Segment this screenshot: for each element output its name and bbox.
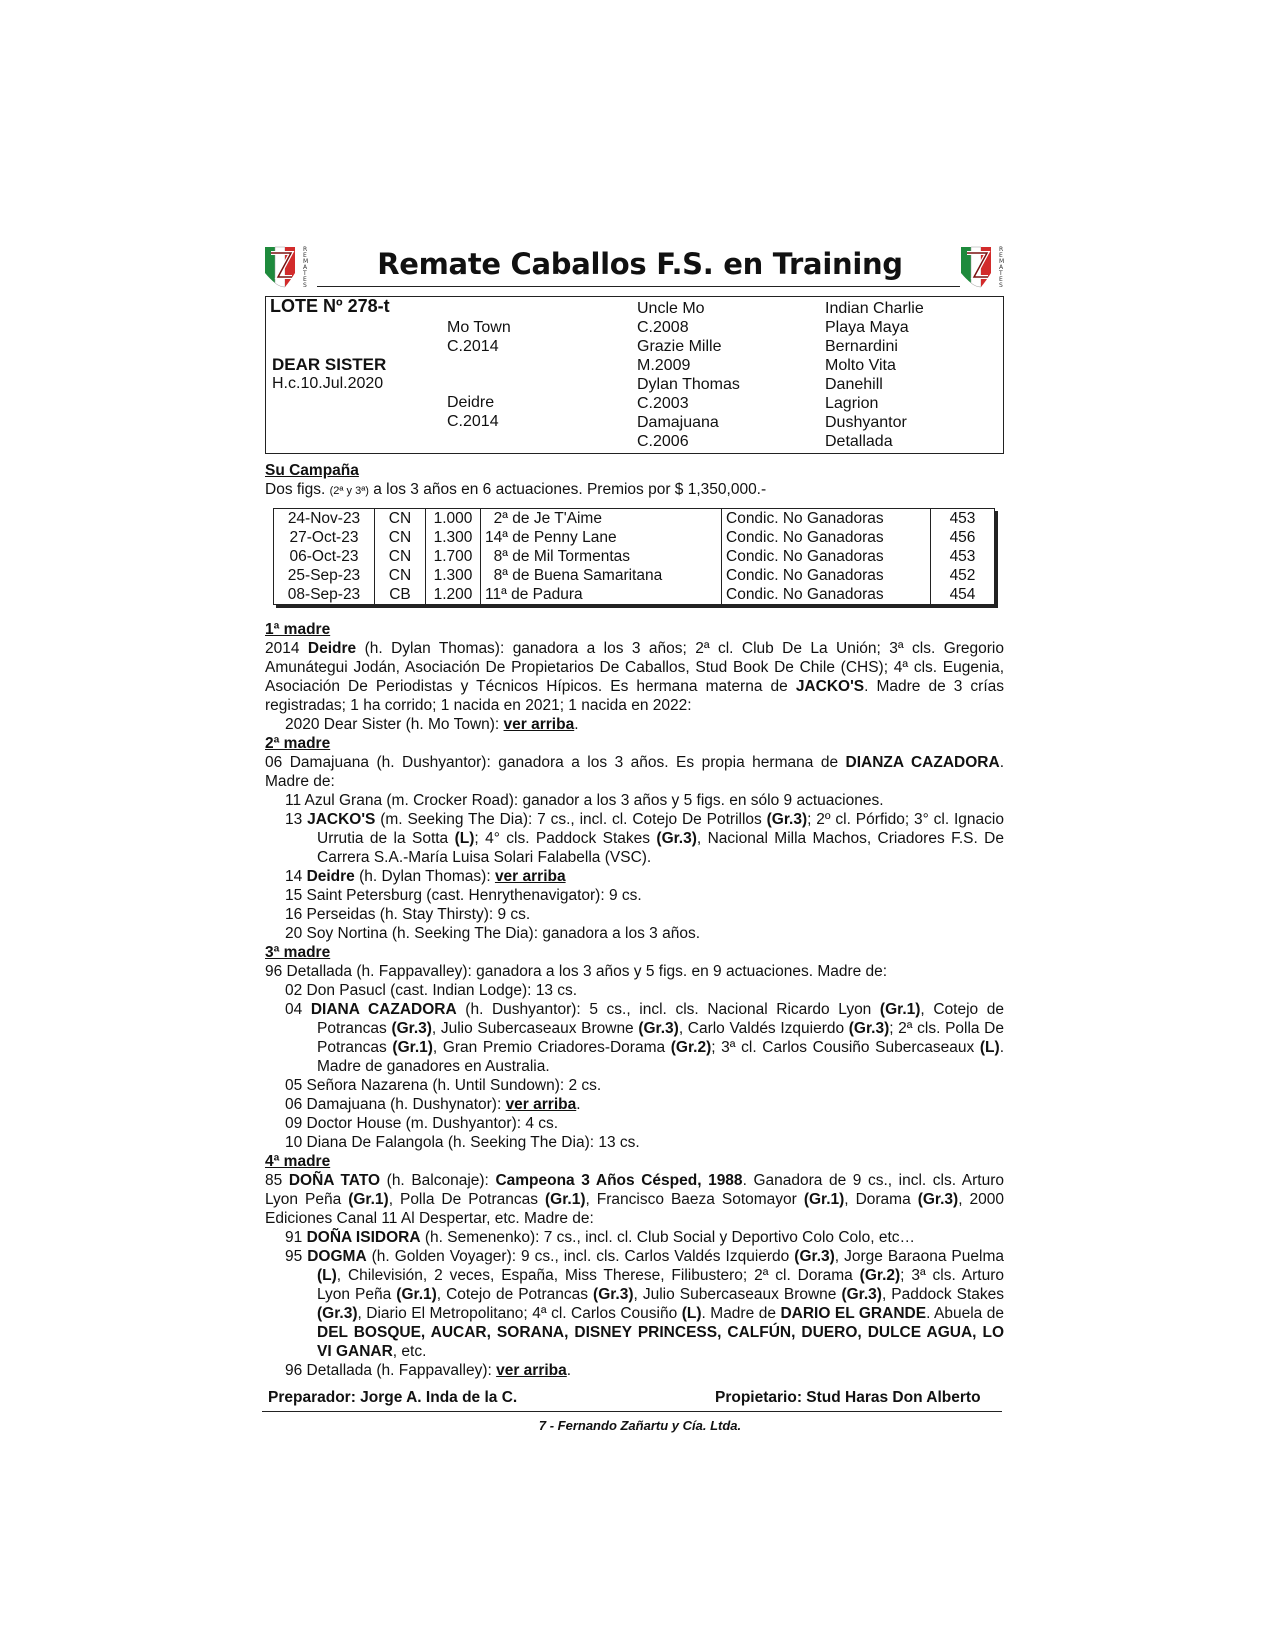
- text-run: , Paddock Stakes: [881, 1286, 1004, 1303]
- bold-text: DEL BOSQUE, AUCAR, SORANA, DISNEY PRINCESS, CALFÚN, DUERO, DULCE AGUA, LO VI GANAR: [317, 1324, 1004, 1360]
- lot-number: LOTE Nº 278-t: [270, 296, 390, 316]
- text-run: 2020 Dear Sister (h. Mo Town):: [285, 716, 504, 733]
- cell-track: CB: [375, 585, 426, 605]
- cell-date: 25-Sep-23: [274, 566, 375, 585]
- text-run: , 2000 Ediciones Canal 11 Al Despertar, etc. Madre de:: [265, 1191, 1004, 1227]
- dam-entry: [265, 639, 1004, 715]
- svg-text:A: A: [303, 264, 308, 271]
- text-run: 2014: [265, 640, 308, 657]
- sire-name: Mo Town: [447, 319, 511, 336]
- ver-arriba-ref: ver arriba: [505, 1096, 577, 1113]
- cell-track: CN: [375, 509, 426, 529]
- offspring-entry: [265, 1361, 1004, 1380]
- offspring-entry: [265, 1133, 1004, 1152]
- horse-name: DEAR SISTER: [272, 355, 387, 374]
- text-run: 10 Diana De Falangola (h. Seeking The Dia): 13 cs.: [285, 1134, 640, 1151]
- family-notes: [265, 620, 1004, 1380]
- text-run: 05 Señora Nazarena (h. Until Sundown): 2 cs.: [285, 1077, 602, 1094]
- bold-text: (Gr.3): [317, 1305, 358, 1322]
- footer-divider: [262, 1411, 1002, 1412]
- pedigree-gen3-line: Molto Vita: [825, 357, 896, 374]
- table-row: [274, 585, 995, 605]
- dam-entry: [265, 1171, 1004, 1228]
- text-run: (h. Dushyantor): 5 cs., incl. cls. Nacional Ricardo Lyon: [456, 1001, 880, 1018]
- cell-distance: 1.000: [426, 509, 481, 529]
- text-run: , Gran Premio Criadores-Dorama: [432, 1039, 671, 1056]
- cell-distance: 1.200: [426, 585, 481, 605]
- zr-remates-logo-right: [958, 243, 1014, 293]
- text-run: . Madre de 3 crías registradas; 1 ha corrido; 1 nacida en 2021; 1 nacida en 2022:: [265, 678, 1005, 714]
- campaign-placings: (2ª y 3ª): [329, 485, 369, 497]
- pedigree-gen3-line: Danehill: [825, 376, 883, 393]
- text-run: 14: [285, 868, 307, 885]
- trainer-label: Preparador: Jorge A. Inda de la C.: [268, 1389, 518, 1406]
- page-footer: 7 - Fernando Zañartu y Cía. Ltda.: [538, 1418, 742, 1433]
- text-run: 09 Doctor House (m. Dushyantor): 4 cs.: [285, 1115, 559, 1132]
- offspring-entry: [265, 1247, 1004, 1361]
- bold-text: (L): [979, 1039, 1000, 1056]
- cell-date: 24-Nov-23: [274, 509, 375, 529]
- offspring-entry: [265, 867, 1004, 886]
- bold-text: Campeona 3 Años Césped, 1988: [495, 1172, 743, 1189]
- pedigree-gen2-line: Damajuana: [637, 414, 719, 431]
- svg-text:R: R: [999, 246, 1004, 253]
- table-row: [274, 547, 995, 566]
- text-run: 04: [285, 1001, 311, 1018]
- bold-text: Deidre: [307, 640, 357, 657]
- bold-text: (L): [681, 1305, 702, 1322]
- cell-result: 14ª de Penny Lane: [481, 528, 722, 547]
- bold-text: (Gr.3): [848, 1020, 890, 1037]
- section-heading: 2ª madre: [265, 735, 331, 752]
- bold-text: JACKO'S: [795, 678, 865, 695]
- text-run: (h. Semenenko): 7 cs., incl. cl. Club Social y Deportivo Colo Colo, etc…: [420, 1229, 916, 1246]
- cell-result: 8ª de Mil Tormentas: [481, 547, 722, 566]
- text-run: ; 3ª cl. Carlos Cousiño Subercaseaux: [711, 1039, 980, 1056]
- cell-track: CN: [375, 528, 426, 547]
- dam-entry: [265, 962, 1004, 981]
- page-title: Remate Caballos F.S. en Training: [377, 247, 903, 281]
- campaign-summary-text: a los 3 años en 6 actuaciones. Premios por $ 1,350,000.-: [368, 481, 767, 498]
- cell-race: Condic. No Ganadoras: [722, 547, 931, 566]
- offspring-entry: [265, 810, 1004, 867]
- pedigree-gen3-line: Bernardini: [825, 338, 898, 355]
- owner-label: Propietario: Stud Haras Don Alberto: [715, 1389, 981, 1406]
- pedigree-gen3-line: Lagrion: [825, 395, 879, 412]
- bold-text: (Gr.1): [396, 1286, 437, 1303]
- bold-text: (Gr.3): [391, 1020, 432, 1037]
- cell-result: 11ª de Padura: [481, 585, 722, 605]
- text-run: 15 Saint Petersburg (cast. Henrythenavigator): 9 cs.: [285, 887, 642, 904]
- text-run: 96 Detallada (h. Fappavalley):: [285, 1362, 497, 1379]
- offspring-entry: [265, 1000, 1004, 1076]
- table-row: [274, 566, 995, 585]
- text-run: ; 4° cls. Paddock Stakes: [474, 830, 657, 847]
- pedigree-gen2-line: C.2008: [637, 319, 689, 336]
- title-divider: [317, 286, 960, 287]
- pedigree-gen2-line: C.2006: [637, 433, 689, 450]
- text-run: . Abuela de: [926, 1305, 1004, 1322]
- text-run: ; 2ª cls. Polla De Potrancas: [317, 1020, 1005, 1056]
- svg-text:E: E: [999, 276, 1003, 283]
- text-run: .: [576, 1096, 581, 1113]
- cell-weight: 453: [949, 548, 976, 565]
- cell-weight: 452: [949, 567, 976, 584]
- text-run: . Ganadora de 9 cs., incl. cls. Arturo Lyon Peña: [265, 1172, 1004, 1208]
- bold-text: (Gr.3): [766, 811, 808, 828]
- text-run: ; 2º cl. Pórfido; 3° cl. Ignacio Urrutia de la Sotta: [317, 811, 1004, 847]
- bold-text: (L): [454, 830, 475, 847]
- text-run: , Cotejo de Potrancas: [317, 1001, 1004, 1037]
- svg-text:R: R: [303, 246, 308, 253]
- text-run: ; 3ª cls. Arturo Lyon Peña: [317, 1267, 1005, 1303]
- text-run: 02 Don Pasucl (cast. Indian Lodge): 13 cs.: [285, 982, 578, 999]
- cell-date: 27-Oct-23: [274, 528, 375, 547]
- text-run: . Madre de: [701, 1305, 781, 1322]
- cell-track: CN: [375, 547, 426, 566]
- bold-text: DIANZA CAZADORA: [845, 754, 1000, 771]
- bold-text: DARIO EL GRANDE: [780, 1305, 927, 1322]
- pedigree-box: [265, 296, 1004, 454]
- pedigree-gen2-line: Uncle Mo: [637, 300, 705, 317]
- ver-arriba-ref: ver arriba: [496, 1362, 567, 1379]
- bold-text: (L): [317, 1267, 337, 1284]
- cell-weight: 454: [949, 586, 976, 603]
- offspring-entry: [265, 905, 1004, 924]
- text-run: 96 Detallada (h. Fappavalley): ganadora a los 3 años y 5 figs. en 9 actuaciones. Madre de:: [265, 963, 888, 980]
- race-record-table: [273, 508, 995, 605]
- svg-text:E: E: [303, 276, 307, 283]
- text-run: 95: [285, 1248, 308, 1265]
- text-run: , Nacional Milla Machos, Criadores F.S. De Carrera S.A.-María Luisa Solari Falabella (VSC).: [317, 830, 1004, 866]
- offspring-entry: [265, 715, 1004, 734]
- pedigree-gen3-line: Indian Charlie: [825, 300, 924, 317]
- horse-info: H.c.10.Jul.2020: [272, 375, 384, 392]
- cell-track: CN: [375, 566, 426, 585]
- sire-info: C.2014: [447, 338, 499, 355]
- bold-text: (Gr.3): [593, 1286, 634, 1303]
- offspring-entry: [265, 924, 1004, 943]
- zr-remates-logo-left: [262, 243, 318, 293]
- text-run: , Francisco Baeza Sotomayor: [585, 1191, 804, 1208]
- bold-text: (Gr.3): [656, 830, 697, 847]
- table-row: [274, 509, 995, 529]
- text-run: , Julio Subercaseaux Browne: [633, 1286, 842, 1303]
- offspring-entry: [265, 1076, 1004, 1095]
- bold-text: (Gr.1): [803, 1191, 845, 1208]
- text-run: , Polla De Potrancas: [388, 1191, 545, 1208]
- bold-text: (Gr.2): [859, 1267, 901, 1284]
- offspring-entry: [265, 791, 1004, 810]
- svg-text:T: T: [999, 270, 1003, 277]
- cell-distance: 1.300: [426, 566, 481, 585]
- offspring-entry: [265, 1114, 1004, 1133]
- svg-text:S: S: [999, 282, 1003, 289]
- text-run: . Madre de ganadores en Australia.: [317, 1039, 1004, 1075]
- cell-result: 2ª de Je T'Aime: [481, 509, 722, 529]
- section-heading: 1ª madre: [265, 621, 331, 638]
- text-run: 85: [265, 1172, 289, 1189]
- svg-text:A: A: [999, 264, 1004, 271]
- pedigree-gen2-line: M.2009: [637, 357, 691, 374]
- text-run: .: [566, 1362, 572, 1379]
- text-run: 16 Perseidas (h. Stay Thirsty): 9 cs.: [285, 906, 531, 923]
- section-heading: 3ª madre: [265, 944, 331, 961]
- text-run: (h. Balconaje):: [380, 1172, 496, 1189]
- cell-date: 08-Sep-23: [274, 585, 375, 605]
- bold-text: (Gr.3): [794, 1248, 835, 1265]
- campaign-heading: Su Campaña: [265, 462, 359, 479]
- pedigree-gen2-line: Grazie Mille: [637, 338, 722, 355]
- text-run: , etc.: [392, 1343, 427, 1360]
- section-heading: 4ª madre: [265, 1153, 331, 1170]
- pedigree-gen3-line: Playa Maya: [825, 319, 909, 336]
- cell-race: Condic. No Ganadoras: [722, 585, 931, 605]
- bold-text: (Gr.3): [638, 1020, 679, 1037]
- text-run: , Dorama: [844, 1191, 918, 1208]
- dam-info: C.2014: [447, 413, 499, 430]
- text-run: , Julio Subercaseaux Browne: [431, 1020, 639, 1037]
- text-run: 06 Damajuana (h. Dushyantor): ganadora a los 3 años. Es propia hermana de: [265, 754, 846, 771]
- offspring-entry: [265, 886, 1004, 905]
- offspring-entry: [265, 981, 1004, 1000]
- text-run: . Madre de:: [265, 754, 1004, 790]
- bold-text: (Gr.3): [917, 1191, 959, 1208]
- bold-text: (Gr.3): [841, 1286, 882, 1303]
- bold-text: DIANA CAZADORA: [310, 1001, 457, 1018]
- bold-text: (Gr.1): [348, 1191, 389, 1208]
- text-run: , Chilevisión, 2 veces, España, Miss Therese, Filibustero; 2ª cl. Dorama: [336, 1267, 860, 1284]
- text-run: , Diario El Metropolitano; 4ª cl. Carlos Cousiño: [357, 1305, 682, 1322]
- cell-date: 06-Oct-23: [274, 547, 375, 566]
- pedigree-gen3-line: Dushyantor: [825, 414, 907, 431]
- text-run: , Jorge Baraona Puelma: [834, 1248, 1004, 1265]
- text-run: (h. Dylan Thomas):: [354, 868, 495, 885]
- text-run: 06 Damajuana (h. Dushynator):: [285, 1096, 506, 1113]
- pedigree-gen3-line: Detallada: [825, 433, 893, 450]
- text-run: (h. Golden Voyager): 9 cs., incl. cls. Carlos Valdés Izquierdo: [366, 1248, 795, 1265]
- cell-result: 8ª de Buena Samaritana: [481, 566, 722, 585]
- cell-race: Condic. No Ganadoras: [722, 566, 931, 585]
- text-run: , Cotejo de Potrancas: [436, 1286, 594, 1303]
- bold-text: Deidre: [306, 868, 355, 885]
- text-run: 11 Azul Grana (m. Crocker Road): ganador a los 3 años y 5 figs. en sólo 9 actuaciones.: [285, 792, 884, 809]
- bold-text: JACKO'S: [307, 811, 376, 828]
- campaign-summary: [265, 481, 766, 499]
- bold-text: DOÑA ISIDORA: [306, 1229, 421, 1246]
- text-run: (h. Dylan Thomas): ganadora a los 3 años; 2ª cl. Club De La Unión; 3ª cls. Gregorio Amunátegui Jodán, Asociación De Propietarios De Caballos, Stud Book De Chile (CHS); 4ª cls. Eugenia, Asociación De Periodistas y Técnicos Hípicos. Es hermana materna de: [265, 640, 1004, 695]
- table-row: [274, 528, 995, 547]
- pedigree-gen2-line: Dylan Thomas: [637, 376, 740, 393]
- svg-text:E: E: [999, 252, 1003, 259]
- svg-text:M: M: [999, 258, 1005, 265]
- ver-arriba-ref: ver arriba: [503, 716, 575, 733]
- svg-text:T: T: [303, 270, 307, 277]
- bold-text: (Gr.1): [392, 1039, 433, 1056]
- text-run: (m. Seeking The Dia): 7 cs., incl. cl. Cotejo De Potrillos: [375, 811, 767, 828]
- text-run: .: [574, 716, 579, 733]
- text-run: 91: [285, 1229, 307, 1246]
- cell-weight: 453: [949, 510, 976, 527]
- cell-weight: 456: [949, 529, 976, 546]
- svg-text:M: M: [303, 258, 309, 265]
- pedigree-gen2-line: C.2003: [637, 395, 689, 412]
- text-run: 20 Soy Nortina (h. Seeking The Dia): ganadora a los 3 años.: [285, 925, 701, 942]
- bold-text: DOÑA TATO: [288, 1172, 381, 1189]
- cell-distance: 1.300: [426, 528, 481, 547]
- cell-race: Condic. No Ganadoras: [722, 528, 931, 547]
- bold-text: (Gr.1): [545, 1191, 586, 1208]
- bold-text: DOGMA: [307, 1248, 367, 1265]
- svg-text:S: S: [303, 282, 307, 289]
- ver-arriba-ref: ver arriba: [494, 868, 566, 885]
- bold-text: (Gr.1): [879, 1001, 921, 1018]
- svg-text:E: E: [303, 252, 307, 259]
- text-run: , Carlo Valdés Izquierdo: [678, 1020, 849, 1037]
- campaign-summary-text: Dos figs.: [265, 481, 330, 498]
- bold-text: (Gr.2): [670, 1039, 712, 1056]
- offspring-entry: [265, 1228, 1004, 1247]
- cell-distance: 1.700: [426, 547, 481, 566]
- dam-name: Deidre: [447, 394, 495, 411]
- cell-race: Condic. No Ganadoras: [722, 509, 931, 529]
- text-run: 13: [285, 811, 308, 828]
- dam-entry: [265, 753, 1004, 791]
- offspring-entry: [265, 1095, 1004, 1114]
